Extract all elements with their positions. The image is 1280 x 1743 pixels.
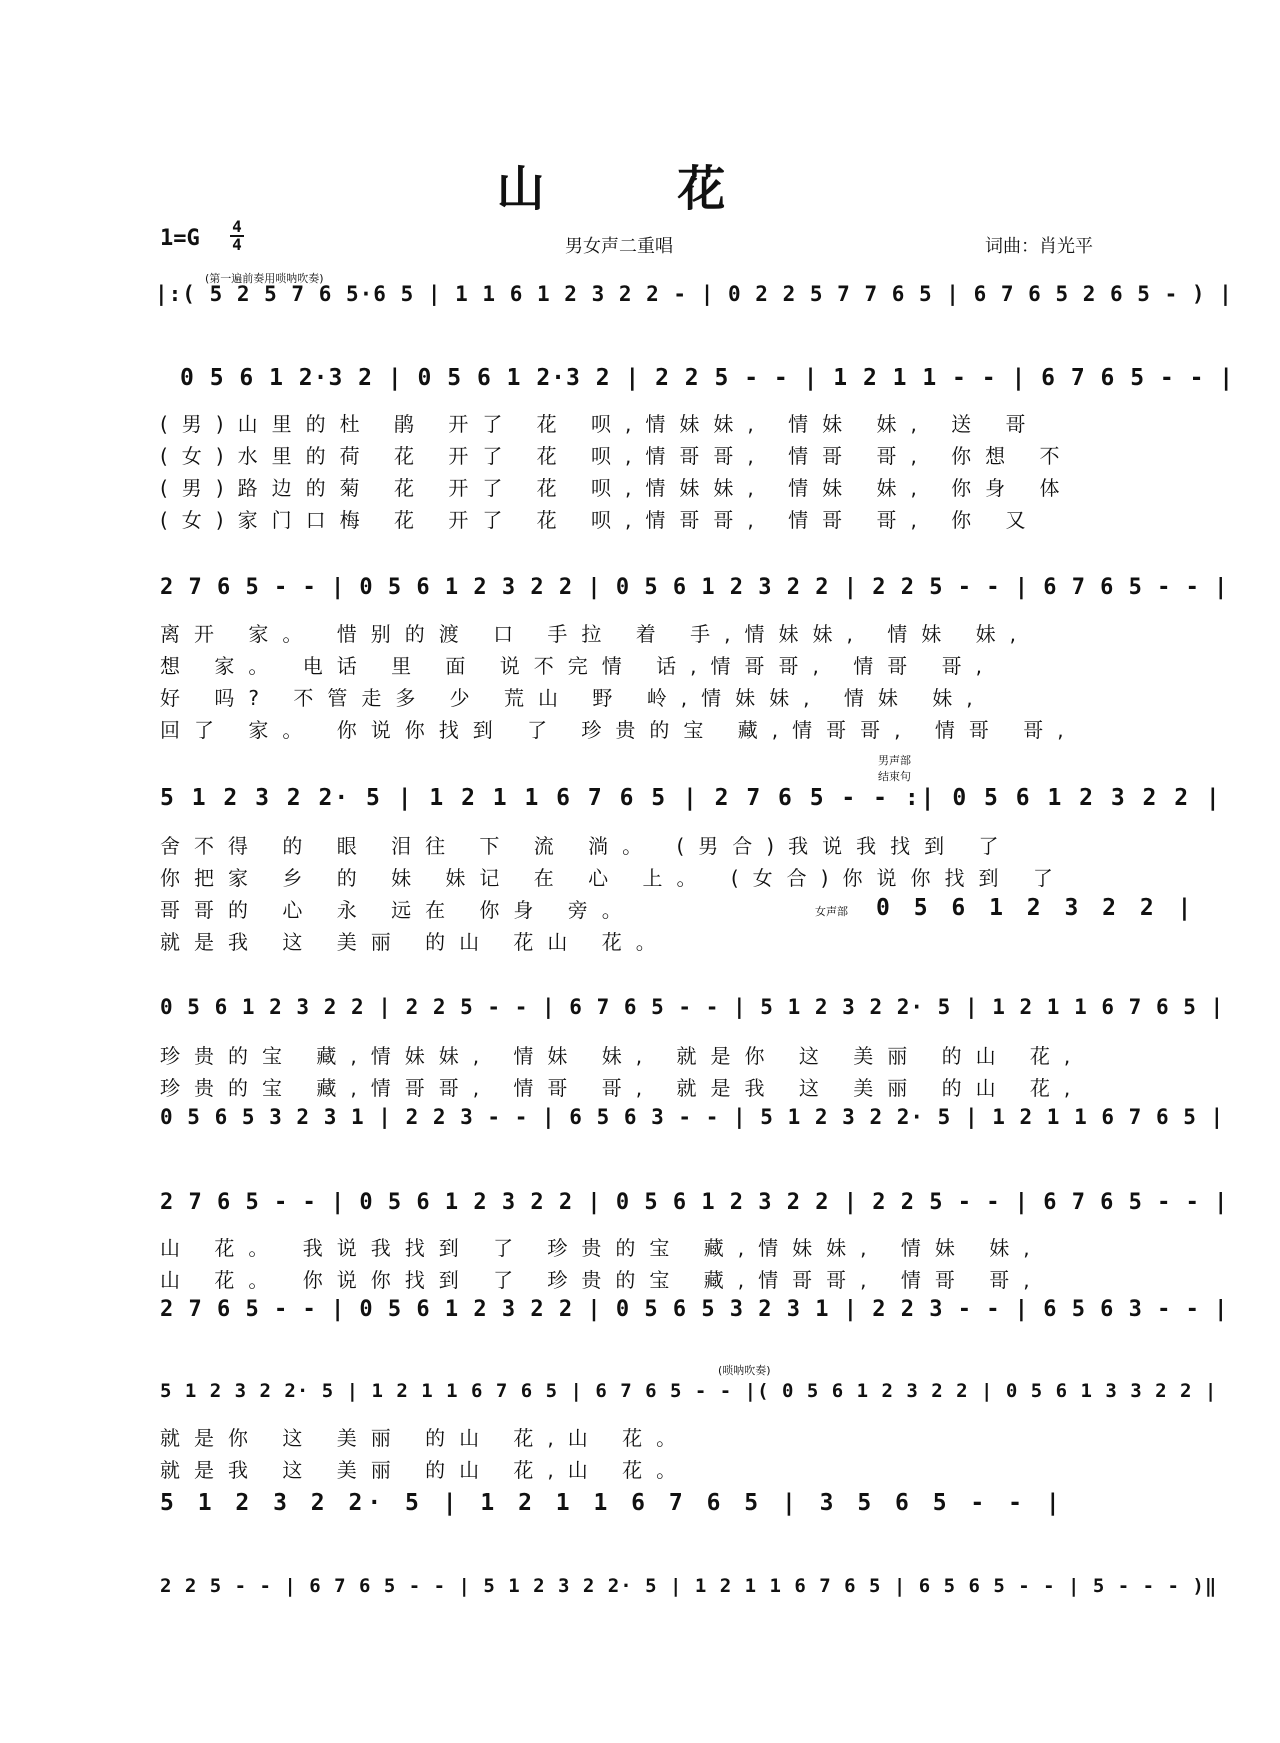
time-signature-bottom: 4	[232, 235, 242, 254]
lyric-v5b: 山 花。 你说你找到 了 珍贵的宝 藏,情哥哥, 情哥 哥,	[160, 1268, 1044, 1292]
male-part-label: 男声部	[878, 754, 911, 767]
notation-line-6: 2 7 6 5 - - | 0 5 6 1 2 3 2 2 | 0 5 6 1 2 3 2 2 | 2 2 5 - - | 6 7 6 5 - - |	[160, 1190, 1229, 1215]
lyric-v2b: 想 家。 电话 里 面 说不完情 话,情哥哥, 情哥 哥,	[160, 654, 996, 678]
time-signature-top: 4	[232, 217, 242, 236]
notation-line-4: 5 1 2 3 2 2· 5 | 1 2 1 1 6 7 6 5 | 2 7 6 5 - - :| 0 5 6 1 2 3 2 2 |	[160, 785, 1222, 811]
subtitle: 男女声二重唱	[565, 236, 673, 257]
lyric-v1c: (男)路边的菊 花 开了 花 呗,情妹妹, 情妹 妹, 你身 体	[160, 476, 1074, 500]
lyric-v2d: 回了 家。 你说你找到 了 珍贵的宝 藏,情哥哥, 情哥 哥,	[160, 718, 1078, 742]
time-signature	[230, 217, 244, 254]
lyric-v2a: 离开 家。 惜别的渡 口 手拉 着 手,情妹妹, 情妹 妹,	[160, 622, 1030, 646]
notation-line-4b: 0 5 6 1 2 3 2 2 |	[876, 895, 1197, 921]
lyric-v3c: 哥哥的 心 永 远在 你身 旁。	[160, 898, 636, 922]
female-part-label: 女声部	[815, 905, 848, 918]
lyric-v6b: 就是我 这 美丽 的山 花,山 花。	[160, 1458, 691, 1482]
lyric-v6a: 就是你 这 美丽 的山 花,山 花。	[160, 1426, 691, 1450]
lyric-v4a: 珍贵的宝 藏,情妹妹, 情妹 妹, 就是你 这 美丽 的山 花,	[160, 1044, 1085, 1068]
notation-line-3: 2 7 6 5 - - | 0 5 6 1 2 3 2 2 | 0 5 6 1 2 3 2 2 | 2 2 5 - - | 6 7 6 5 - - |	[160, 575, 1229, 600]
notation-line-7: 5 1 2 3 2 2· 5 | 1 2 1 1 6 7 6 5 | 6 7 6 5 - - |( 0 5 6 1 2 3 2 2 | 0 5 6 1 3 3 2 2 |	[160, 1380, 1218, 1402]
lyric-v5a: 山 花。 我说我找到 了 珍贵的宝 藏,情妹妹, 情妹 妹,	[160, 1236, 1044, 1260]
notation-line-7b: 5 1 2 3 2 2· 5 | 1 2 1 1 6 7 6 5 | 3 5 6 5 - - |	[160, 1490, 1065, 1516]
lyric-v3b: 你把家 乡 的 妹 妹记 在 心 上。 (女合)你说你找到 了	[160, 866, 1067, 890]
notation-line-2: 0 5 6 1 2·3 2 | 0 5 6 1 2·3 2 | 2 2 5 - - | 1 2 1 1 - - | 6 7 6 5 - - |	[180, 365, 1235, 391]
credits: 词曲：肖光平	[985, 236, 1093, 257]
lyric-v3d: 就是我 这 美丽 的山 花山 花。	[160, 930, 670, 954]
notation-line-8: 2 2 5 - - | 6 7 6 5 - - | 5 1 2 3 2 2· 5 | 1 2 1 1 6 7 6 5 | 6 5 6 5 - - | 5 - - - )‖	[160, 1575, 1218, 1597]
lyric-v1b: (女)水里的荷 花 开了 花 呗,情哥哥, 情哥 哥, 你想 不	[160, 444, 1074, 468]
lyric-v4b: 珍贵的宝 藏,情哥哥, 情哥 哥, 就是我 这 美丽 的山 花,	[160, 1076, 1085, 1100]
lyric-v1d: (女)家门口梅 花 开了 花 呗,情哥哥, 情哥 哥, 你 又	[160, 508, 1040, 532]
ending-phrase-label: 结束句	[878, 770, 911, 783]
page-title: 山 花	[496, 161, 784, 217]
lyric-v1a: (男)山里的杜 鹃 开了 花 呗,情妹妹, 情妹 妹, 送 哥	[160, 412, 1040, 436]
key-signature: 1=G	[160, 226, 200, 251]
notation-line-1: |:( 5 2 5 7 6 5·6 5 | 1 1 6 1 2 3 2 2 - | 0 2 2 5 7 7 6 5 | 6 7 6 5 2 6 5 - ) |	[155, 282, 1233, 306]
notation-line-5: 0 5 6 1 2 3 2 2 | 2 2 5 - - | 6 7 6 5 - - | 5 1 2 3 2 2· 5 | 1 2 1 1 6 7 6 5 |	[160, 995, 1225, 1019]
notation-line-6b: 2 7 6 5 - - | 0 5 6 1 2 3 2 2 | 0 5 6 5 3 2 3 1 | 2 2 3 - - | 6 5 6 3 - - |	[160, 1297, 1229, 1322]
lyric-v3a: 舍不得 的 眼 泪往 下 流 淌。 (男合)我说我找到 了	[160, 834, 1013, 858]
prelude-note: (第一遍前奏用唢呐吹奏)	[205, 272, 324, 285]
notation-line-5b: 0 5 6 5 3 2 3 1 | 2 2 3 - - | 6 5 6 3 - - | 5 1 2 3 2 2· 5 | 1 2 1 1 6 7 6 5 |	[160, 1105, 1225, 1129]
lyric-v2c: 好 吗? 不管走多 少 荒山 野 岭,情妹妹, 情妹 妹,	[160, 686, 987, 710]
suona-note: (唢呐吹奏)	[718, 1364, 771, 1377]
